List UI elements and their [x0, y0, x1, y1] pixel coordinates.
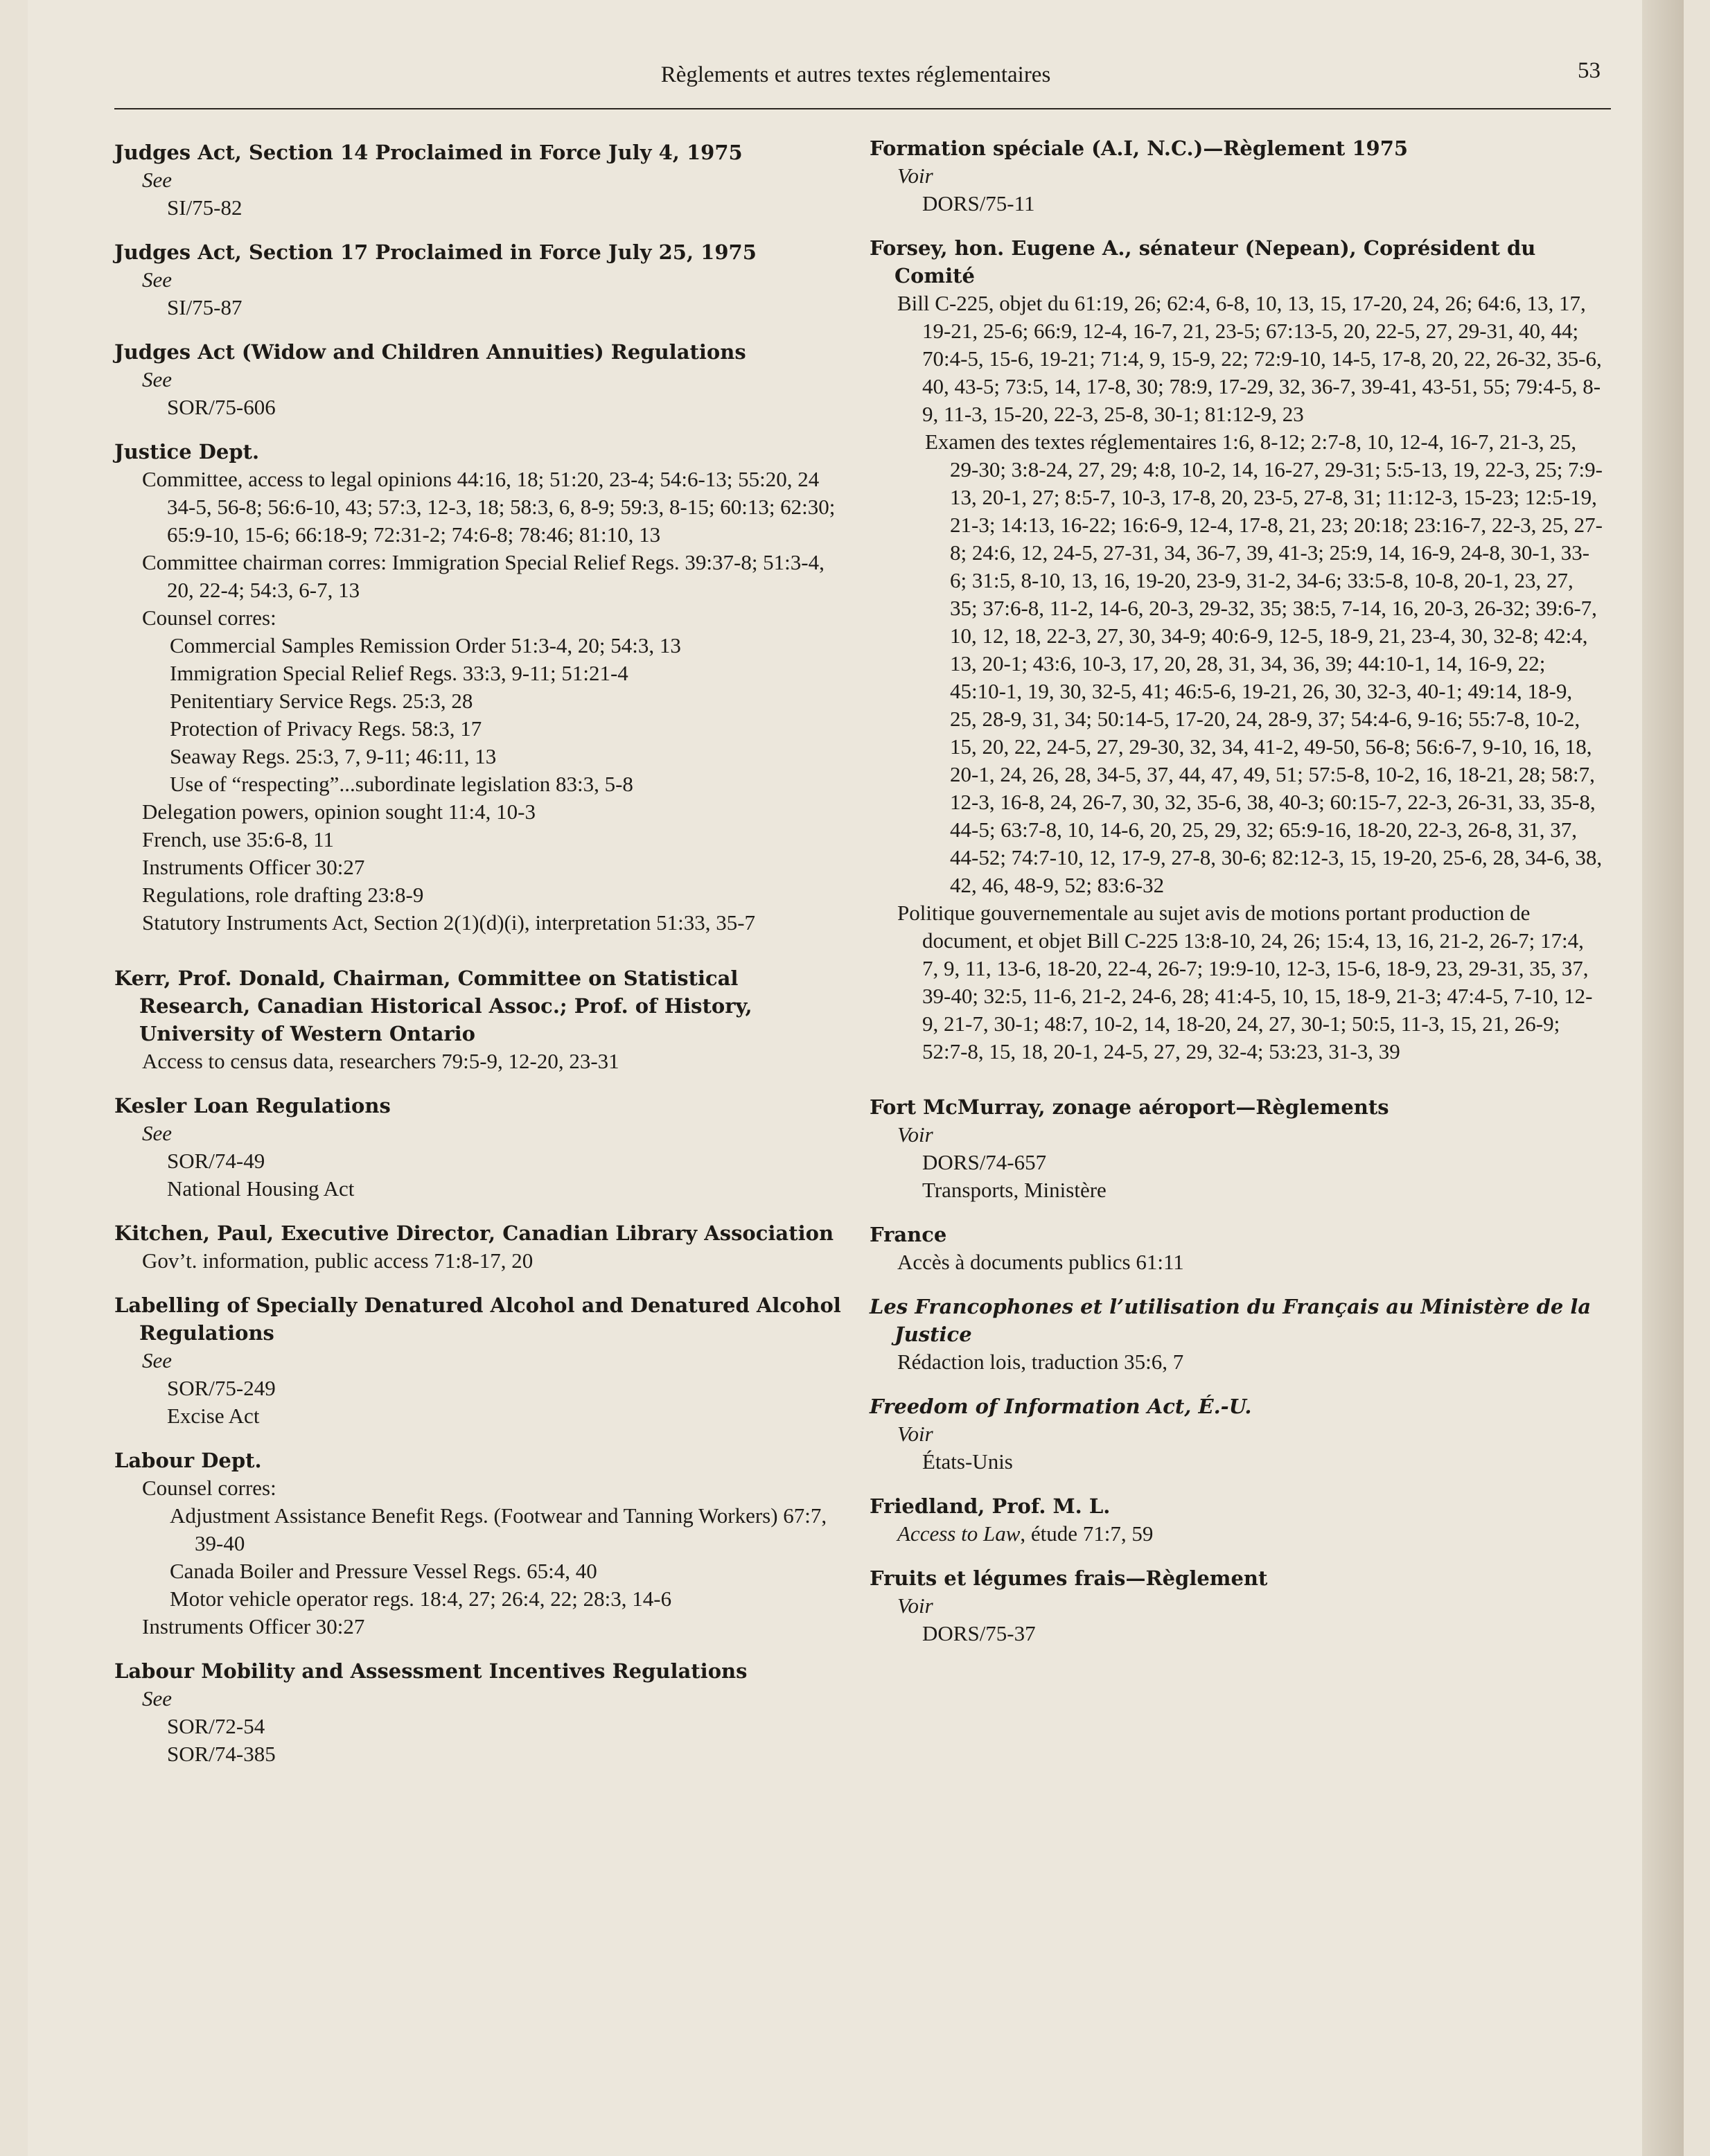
index-entry: [870, 1492, 1604, 1548]
sub-subentry: Canada Boiler and Pressure Vessel Regs. 65:4, 40: [170, 1559, 597, 1583]
subentry: Committee chairman corres: Immigration Special Relief Regs. 39:37-8; 51:3-4, 20, 22-4; 54:3, 6-7, 13: [142, 550, 825, 602]
sub-subentry: Immigration Special Relief Regs. 33:3, 9-11; 51:21-4: [170, 661, 628, 685]
see-label: See: [142, 1686, 173, 1711]
subentry: Politique gouvernementale au sujet avis de motions portant production de document, et objet Bill C-225 13:8-10, 24, 26; 15:4, 13, 16, 21-2, 26-7; 17:4, 7, 9, 11, 13-6, 18-20, 22-4, 26-7; 19:9-10, 12-3, 15-6, 18-9, 23, 29-31, 35, 37, 39-40; 32:5, 11-6, 21-2, 24-6, 28; 41:4-5, 10, 15, 18-9, 21-3; 47:4-5, 7-10, 12-9, 21-7, 30-1; 48:7, 10-2, 14, 18-20, 24, 27, 30-1; 50:5, 11-3, 15, 21, 26-9; 52:7-8, 15, 18, 20-1, 24-5, 27, 29, 32-4; 53:23, 31-3, 39: [897, 901, 1593, 1063]
entry-heading: Fort McMurray, zonage aéroport—Règlements: [870, 1095, 1389, 1119]
index-entry: [870, 1564, 1604, 1647]
subentry: Committee, access to legal opinions 44:16, 18; 51:20, 23-4; 54:6-13; 55:20, 24 34-5, 56-8; 56:6-10, 43; 57:3, 12-3, 18; 58:3, 6, 8-9; 59:3, 8-15; 60:13; 62:30; 65:9-10, 15-6; 66:18-9; 72:31-2; 74:6-8; 78:46; 81:10, 13: [142, 467, 836, 547]
sub-subentry: Adjustment Assistance Benefit Regs. (Footwear and Tanning Workers) 67:7, 39-40: [170, 1503, 827, 1555]
subentry: Access to census data, researchers 79:5-9, 12-20, 23-31: [142, 1049, 619, 1073]
see-label: See: [142, 168, 173, 192]
subentry: Rédaction lois, traduction 35:6, 7: [897, 1350, 1184, 1374]
reference: SI/75-82: [167, 195, 243, 220]
reference: SOR/74-385: [167, 1742, 276, 1766]
sub-subentry: Use of “respecting”...subordinate legislation 83:3, 5-8: [170, 772, 633, 796]
index-entry: [870, 134, 1604, 218]
sub-subentry: Penitentiary Service Regs. 25:3, 28: [170, 689, 473, 713]
reference: SOR/74-49: [167, 1149, 265, 1173]
entry-heading: Labour Mobility and Assessment Incentives Regulations: [114, 1659, 748, 1683]
entry-heading: Forsey, hon. Eugene A., sénateur (Nepean), Coprésident du Comité: [870, 236, 1536, 288]
entry-heading: Labelling of Specially Denatured Alcohol and Denatured Alcohol Regulations: [114, 1293, 841, 1345]
index-entry: [870, 1393, 1604, 1476]
reference: États-Unis: [922, 1449, 1013, 1474]
book-title: Access to Law: [897, 1521, 1021, 1546]
sub-subentry: Examen des textes réglementaires 1:6, 8-12; 2:7-8, 10, 12-4, 16-7, 21-3, 25, 29-30; 3:8-24, 27, 29; 4:8, 10-2, 14, 16-27, 29-31; 5:5-13, 19, 22-3, 25; 7:9-13, 20-1, 27; 8:5-7, 10-3, 17-8, 20, 23-5, 27-8, 31; 11:12-3, 15-23; 12:5-19, 21-3; 14:13, 16-22; 16:6-9, 12-4, 17-8, 21, 23; 20:18; 23:16-7, 22-3, 25, 27-8; 24:6, 12, 24-5, 27-31, 34, 36-7, 39, 41-3; 25:9, 14, 16-9, 24-8, 30-1, 33-6; 31:5, 8-10, 13, 16, 19-20, 23-9, 31-2, 34-6; 33:5-8, 10-8, 20-1, 23, 27, 35; 37:6-8, 11-2, 14-6, 20-3, 29-32, 35; 38:5, 7-14, 16, 20-3, 26-32; 39:6-7, 10, 12, 18, 22-3, 27, 30, 34-9; 40:6-9, 12-5, 18-9, 21, 23-4, 30, 32-8; 42:4, 13, 20-1; 43:6, 10-3, 17, 20, 28, 31, 34, 36, 39; 44:10-1, 14, 16-9, 22; 45:10-1, 19, 30, 32-5, 41; 46:5-6, 19-21, 26, 30, 32-3, 40-1; 49:14, 18-9, 25, 28-9, 31, 34; 50:14-5, 17-20, 24, 28-9, 37; 54:4-6, 9-16; 55:7-8, 10-2, 15, 20, 22, 24-5, 27, 29-30, 32, 34, 41-2, 49-50, 56-8; 56:6-7, 9-10, 16, 18, 20-1, 24, 26, 28, 34-5, 37, 44, 47, 49, 51; 57:5-8, 10-2, 16, 18-21, 28; 58:7, 12-3, 16-8, 24, 26-7, 30, 32, 35-6, 38, 40-3; 60:15-7, 22-3, 26-31, 33, 35-8, 44-5; 63:7-8, 10, 14-6, 20, 25, 29, 32; 65:9-16, 18-20, 22-3, 26-8, 31, 37, 44-52; 74:7-10, 12, 17-9, 27-8, 30-6; 82:12-3, 15, 19-20, 25-6, 28, 34-6, 38, 42, 46, 48-9, 52; 83:6-32: [925, 430, 1603, 897]
header-title: Règlements et autres textes réglementaires: [660, 62, 1051, 87]
left-column: [114, 139, 849, 1785]
index-entry: [114, 1219, 849, 1275]
see-label: See: [142, 267, 173, 292]
entry-heading: Les Francophones et l’utilisation du Français au Ministère de la Justice: [870, 1295, 1592, 1346]
reference: SI/75-87: [167, 295, 243, 319]
entry-heading: Justice Dept.: [114, 440, 260, 463]
index-entry: [870, 234, 1604, 1066]
page: [28, 0, 1684, 2156]
subentry-text: , étude 71:7, 59: [1020, 1521, 1154, 1546]
sub-subentry: Protection of Privacy Regs. 58:3, 17: [170, 716, 482, 741]
reference: DORS/75-37: [922, 1621, 1036, 1645]
subentry: Regulations, role drafting 23:8-9: [142, 883, 424, 907]
subentry: Gov’t. information, public access 71:8-17, 20: [142, 1248, 534, 1273]
entry-heading: Formation spéciale (A.I, N.C.)—Règlement 1975: [870, 136, 1409, 160]
entry-heading: Kesler Loan Regulations: [114, 1094, 391, 1117]
entry-heading: Judges Act, Section 17 Proclaimed in Force July 25, 1975: [114, 240, 757, 264]
entry-heading: Kitchen, Paul, Executive Director, Canadian Library Association: [114, 1221, 834, 1245]
entry-heading: Judges Act (Widow and Children Annuities) Regulations: [114, 340, 746, 364]
entry-heading: Judges Act, Section 14 Proclaimed in Force July 4, 1975: [114, 141, 743, 164]
entry-heading: France: [870, 1223, 947, 1246]
subentry: French, use 35:6-8, 11: [142, 827, 334, 851]
page-edge: [1642, 0, 1684, 2156]
reference: SOR/75-606: [167, 395, 276, 419]
reference: DORS/74-657: [922, 1150, 1047, 1174]
index-entry: [114, 1447, 849, 1641]
see-label: See: [142, 1121, 173, 1145]
sub-subentry: Motor vehicle operator regs. 18:4, 27; 26:4, 22; 28:3, 14-6: [170, 1587, 672, 1611]
index-entry: [114, 964, 849, 1075]
subentry: Counsel corres:: [142, 606, 276, 630]
see-label: Voir: [897, 1422, 933, 1446]
running-header: [111, 58, 1601, 93]
index-entry: [114, 1291, 849, 1430]
reference: SOR/75-249: [167, 1376, 276, 1400]
reference: Excise Act: [167, 1404, 260, 1428]
reference: Transports, Ministère: [922, 1178, 1107, 1202]
see-label: Voir: [897, 1122, 933, 1147]
sub-subentry: Commercial Samples Remission Order 51:3-4, 20; 54:3, 13: [170, 633, 681, 657]
subentry: [870, 1520, 1604, 1548]
index-entry: [870, 1221, 1604, 1276]
right-column: [870, 134, 1604, 1664]
page-number: 53: [1578, 58, 1601, 83]
entry-heading: Fruits et légumes frais—Règlement: [870, 1566, 1268, 1590]
entry-heading: Labour Dept.: [114, 1449, 262, 1472]
see-label: See: [142, 1348, 173, 1372]
subentry: Statutory Instruments Act, Section 2(1)(d)(i), interpretation 51:33, 35-7: [142, 910, 756, 935]
index-entry: [114, 338, 849, 421]
see-label: Voir: [897, 1593, 933, 1618]
entry-heading: Kerr, Prof. Donald, Chairman, Committee on Statistical Research, Canadian Historical Assoc.; Prof. of History, University of Western Ontario: [114, 966, 752, 1045]
index-entry: [114, 438, 849, 937]
index-entry: [114, 1092, 849, 1203]
reference: DORS/75-11: [922, 191, 1035, 215]
entry-heading: Freedom of Information Act, É.-U.: [870, 1395, 1252, 1418]
index-entry: [114, 238, 849, 321]
reference: SOR/72-54: [167, 1714, 265, 1738]
see-label: Voir: [897, 164, 933, 188]
sub-subentry: Seaway Regs. 25:3, 7, 9-11; 46:11, 13: [170, 744, 497, 768]
subentry: Instruments Officer 30:27: [142, 855, 365, 879]
subentry: Counsel corres:: [142, 1476, 276, 1500]
subentry: Delegation powers, opinion sought 11:4, 10-3: [142, 799, 536, 824]
subentry: Instruments Officer 30:27: [142, 1614, 365, 1638]
entry-heading: Friedland, Prof. M. L.: [870, 1494, 1111, 1518]
subentry: Accès à documents publics 61:11: [897, 1250, 1184, 1274]
index-entry: [114, 1657, 849, 1768]
subentry: Bill C-225, objet du 61:19, 26; 62:4, 6-8, 10, 13, 15, 17-20, 24, 26; 64:6, 13, 17, 19-21, 25-6; 66:9, 12-4, 16-7, 21, 23-5; 67:13-5, 20, 22-5, 27, 29-31, 40, 44; 70:4-5, 15-6, 19-21; 71:4, 9, 15-9, 22; 72:9-10, 14-5, 17-8, 20, 22, 26-32, 35-6, 40, 43-5; 73:5, 14, 17-8, 30; 78:9, 17-29, 32, 36-7, 39-41, 43-51, 55; 79:4-5, 8-9, 11-3, 15-20, 22-3, 25-8, 30-1; 81:12-9, 23: [897, 291, 1602, 426]
index-entry: [870, 1093, 1604, 1204]
index-entry: [870, 1293, 1604, 1376]
index-entry: [114, 139, 849, 222]
reference: National Housing Act: [167, 1176, 355, 1201]
header-rule: [114, 108, 1611, 109]
see-label: See: [142, 367, 173, 391]
